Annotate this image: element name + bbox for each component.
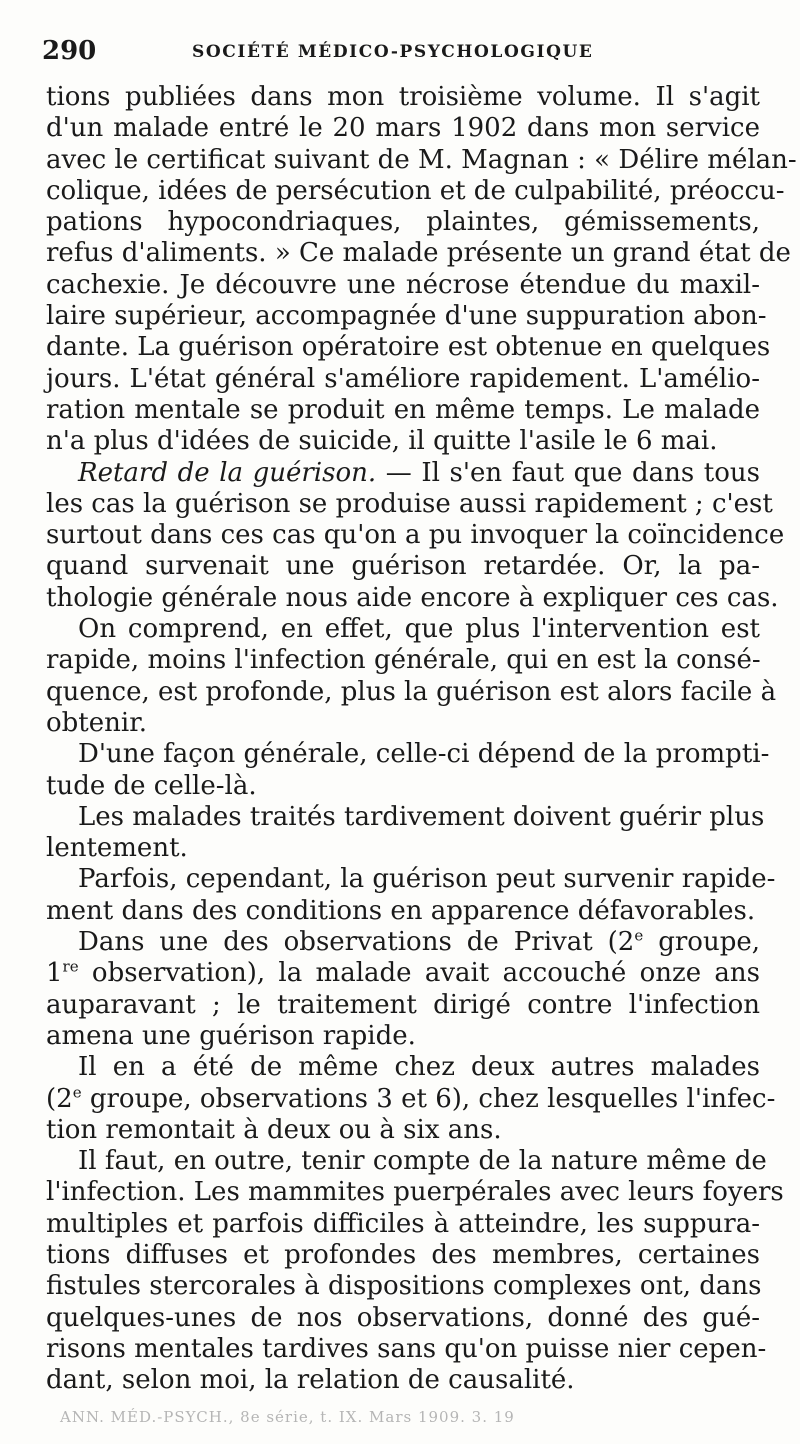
body-text bbox=[46, 82, 797, 1396]
text-line: Retard de la guérison. — Il s'en faut que dans tous bbox=[78, 457, 761, 488]
text-line: obtenir. bbox=[46, 707, 148, 738]
text-line: 1re observation), la malade avait accouché onze ans bbox=[46, 957, 760, 989]
text-line: laire supérieur, accompagnée d'une suppuration abon- bbox=[46, 301, 767, 332]
text-line: avec le certificat suivant de M. Magnan : « Délire mélan- bbox=[46, 144, 797, 175]
text-line: auparavant ; le traitement dirigé contre l'infection bbox=[46, 989, 760, 1020]
text-line: jours. L'état général s'améliore rapidement. L'amélio- bbox=[46, 363, 760, 394]
text-line: risons mentales tardives sans qu'on puisse nier cepen- bbox=[46, 1333, 767, 1364]
text-line: les cas la guérison se produise aussi rapidement ; c'est bbox=[46, 488, 773, 519]
text-line: colique, idées de persécution et de culpabilité, préoccu- bbox=[46, 175, 785, 206]
text-line: Les malades traités tardivement doivent guérir plus bbox=[78, 801, 765, 832]
text-line: tions diffuses et profondes des membres, certaines bbox=[46, 1239, 760, 1270]
text-line: quand survenait une guérison retardée. Or, la pa- bbox=[46, 551, 760, 582]
text-line: quence, est profonde, plus la guérison est alors facile à bbox=[46, 676, 777, 707]
text-line: Parfois, cependant, la guérison peut survenir rapide- bbox=[78, 864, 776, 895]
text-line: thologie générale nous aide encore à expliquer ces cas. bbox=[46, 582, 779, 613]
text-line: ment dans des conditions en apparence défavorables. bbox=[46, 895, 756, 926]
text-line: tions publiées dans mon troisième volume. Il s'agit bbox=[46, 82, 760, 112]
text-line: cachexie. Je découvre une nécrose étendue du maxil- bbox=[46, 269, 760, 300]
text-line: D'une façon générale, celle-ci dépend de la prompti- bbox=[78, 739, 770, 770]
text-line: l'infection. Les mammites puerpérales avec leurs foyers bbox=[46, 1177, 784, 1208]
text-line: tion remontait à deux ou à six ans. bbox=[46, 1114, 502, 1145]
text-line: multiples et parfois difficiles à atteindre, les suppura- bbox=[46, 1208, 760, 1239]
running-head: SOCIÉTÉ MÉDICO-PSYCHOLOGIQUE bbox=[192, 42, 594, 62]
text-line: surtout dans ces cas qu'on a pu invoquer la coïncidence bbox=[46, 520, 785, 551]
text-line: n'a plus d'idées de suicide, il quitte l'asile le 6 mai. bbox=[46, 426, 718, 457]
text-line: ration mentale se produit en même temps. Le malade bbox=[46, 394, 760, 425]
text-line: amena une guérison rapide. bbox=[46, 1020, 416, 1051]
page-header bbox=[42, 28, 758, 78]
text-line: tude de celle-là. bbox=[46, 770, 257, 801]
text-line: Il faut, en outre, tenir compte de la nature même de bbox=[78, 1146, 767, 1177]
text-line: lentement. bbox=[46, 833, 188, 864]
text-line: d'un malade entré le 20 mars 1902 dans mon service bbox=[46, 113, 760, 144]
text-line: refus d'aliments. » Ce malade présente un grand état de bbox=[46, 238, 791, 269]
text-line: On comprend, en effet, que plus l'intervention est bbox=[78, 614, 760, 645]
text-line: dant, selon moi, la relation de causalité. bbox=[46, 1365, 575, 1396]
text-line: rapide, moins l'infection générale, qui en est la consé- bbox=[46, 645, 761, 676]
text-line: pations hypocondriaques, plaintes, gémissements, bbox=[46, 207, 760, 238]
page-footer: ANN. MÉD.-PSYCH., 8e série, t. IX. Mars 1909. 3. 19 bbox=[60, 1408, 515, 1426]
page-number: 290 bbox=[42, 36, 97, 66]
text-line: Dans une des observations de Privat (2e groupe, bbox=[78, 926, 761, 958]
text-line: fistules stercorales à dispositions complexes ont, dans bbox=[46, 1271, 762, 1302]
text-line: dante. La guérison opératoire est obtenue en quelques bbox=[46, 332, 771, 363]
text-line: Il en a été de même chez deux autres malades bbox=[78, 1052, 760, 1083]
text-line: (2e groupe, observations 3 et 6), chez lesquelles l'infec- bbox=[46, 1082, 776, 1114]
text-line: quelques-unes de nos observations, donné des gué- bbox=[46, 1302, 760, 1333]
